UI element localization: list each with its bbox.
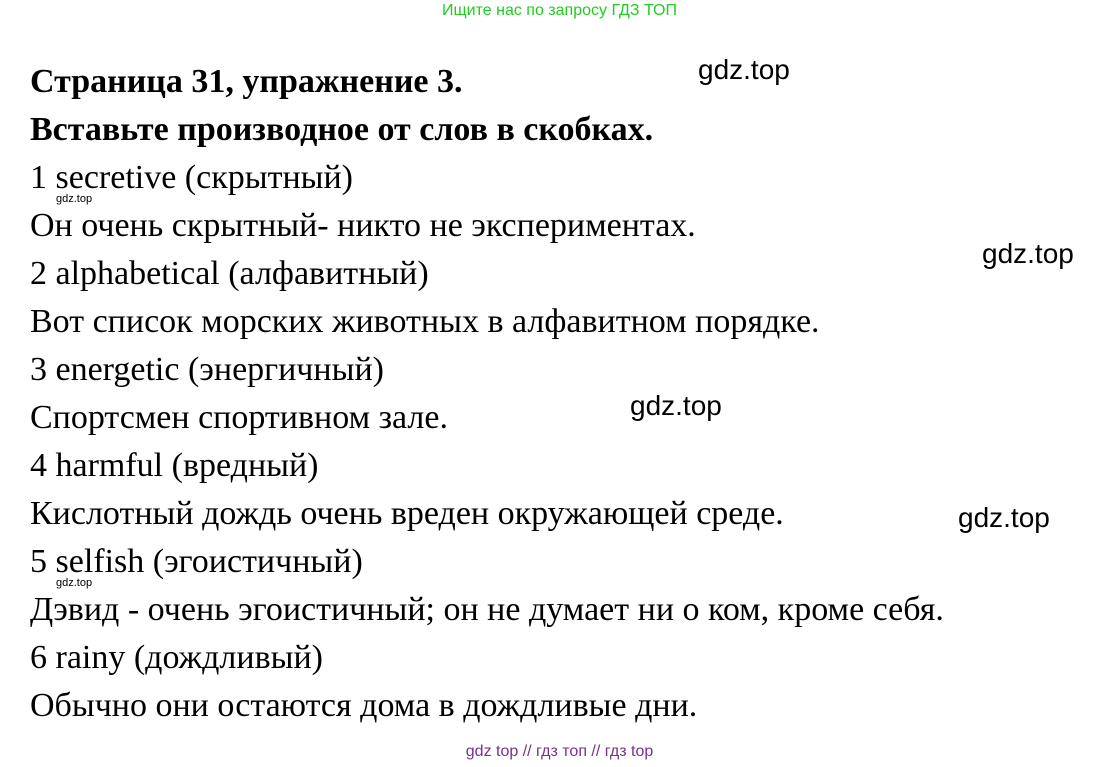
item-6-sentence: Обычно они остаются дома в дождливые дни.: [30, 687, 698, 724]
item-1-word: 1 secretive (скрытный): [30, 159, 353, 196]
item-4-word: 4 harmful (вредный): [30, 447, 319, 484]
item-5-word: 5 selfish (эгоистичный): [30, 543, 363, 580]
item-6-word: 6 rainy (дождливый): [30, 639, 324, 676]
exercise-content: [30, 58, 1115, 730]
item-4-sentence: Кислотный дождь очень вреден окружающей среде.: [30, 495, 784, 532]
footer-links: gdz top // гдз топ // гдз top: [465, 743, 654, 760]
item-3-sentence: Спортсмен спортивном зале.: [30, 399, 448, 436]
instruction: Вставьте производное от слов в скобках.: [30, 111, 654, 148]
item-1-sentence: Он очень скрытный- никто не экспериментах.: [30, 207, 696, 244]
item-5-sentence: Дэвид - очень эгоистичный; он не думает ни о ком, кроме себя.: [30, 591, 944, 628]
watermark: gdz.top: [958, 502, 1050, 533]
watermark: gdz.top: [982, 238, 1074, 269]
watermark-small: gdz.top: [56, 577, 93, 589]
page-heading: Страница 31, упражнение 3.: [30, 63, 463, 100]
item-2-sentence: Вот список морских животных в алфавитном порядке.: [30, 303, 820, 340]
item-2-word: 2 alphabetical (алфавитный): [30, 255, 429, 292]
watermark-small: gdz.top: [56, 193, 93, 205]
watermark: gdz.top: [630, 390, 722, 421]
item-3-word: 3 energetic (энергичный): [30, 351, 384, 388]
watermark: gdz.top: [698, 54, 790, 85]
top-banner: Ищите нас по запросу ГДЗ ТОП: [442, 2, 677, 19]
